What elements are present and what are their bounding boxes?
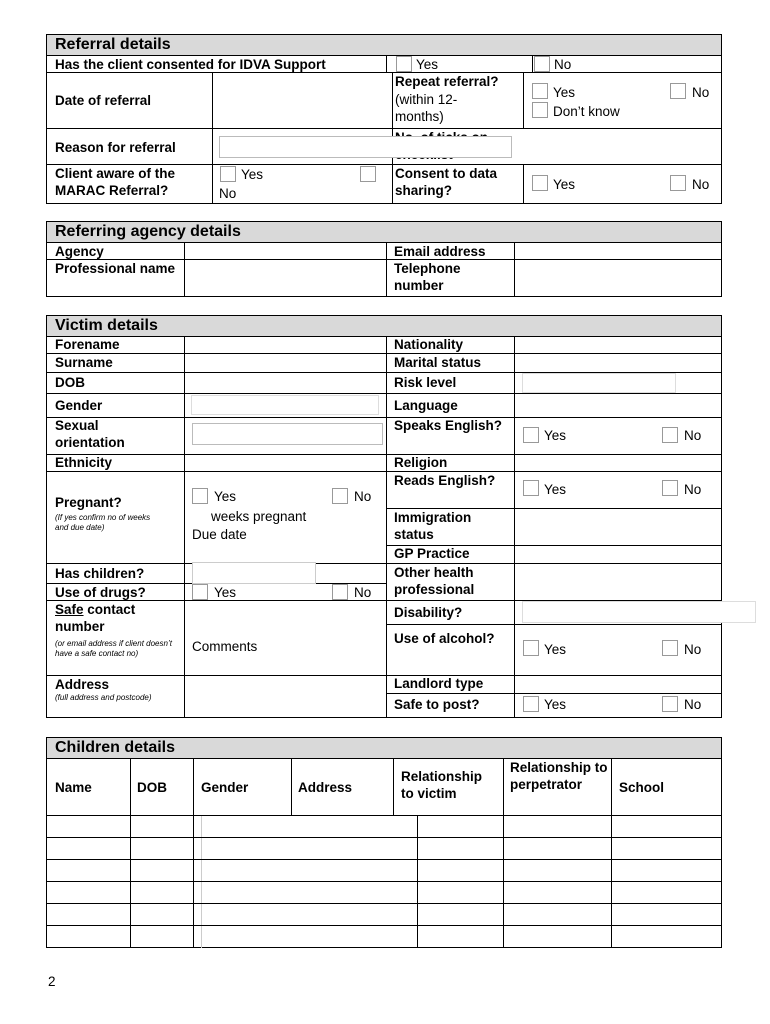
- drugs-no-label: No: [354, 585, 372, 600]
- repeat-referral-yes-label: Yes: [553, 85, 576, 100]
- has-children-label: Has children?: [55, 566, 145, 581]
- repeat-referral-no-label: No: [692, 85, 710, 100]
- table-row[interactable]: [47, 860, 721, 881]
- reads-english-no-label: No: [684, 482, 702, 497]
- speaks-english-yes-checkbox[interactable]: [523, 427, 539, 443]
- use-of-alcohol-label: Use of alcohol?: [394, 631, 495, 646]
- referring-agency-section: [46, 221, 722, 297]
- date-of-referral-label: Date of referral: [55, 93, 152, 108]
- client-aware-no-checkbox[interactable]: [360, 166, 376, 182]
- address-note: (full address and postcode): [55, 693, 152, 702]
- speaks-english-yes-label: Yes: [544, 428, 567, 443]
- language-label: Language: [394, 398, 458, 413]
- repeat-referral-sublabel: (within 12-months): [395, 92, 458, 124]
- consent-data-no-label: No: [692, 177, 710, 192]
- professional-name-field[interactable]: [185, 260, 385, 297]
- idva-consent-no-label: No: [554, 57, 572, 72]
- reads-english-yes-label: Yes: [544, 482, 567, 497]
- ethnicity-label: Ethnicity: [55, 455, 113, 470]
- speaks-english-label: Speaks English?: [394, 418, 503, 433]
- immigration-status-label: Immigration status: [394, 510, 472, 542]
- use-of-drugs-label: Use of drugs?: [55, 585, 146, 600]
- alcohol-yes-checkbox[interactable]: [523, 640, 539, 656]
- pregnant-label: Pregnant?: [55, 495, 122, 510]
- gender-select[interactable]: [191, 395, 379, 415]
- children-details-section: [46, 737, 722, 948]
- risk-level-select[interactable]: [522, 373, 676, 393]
- sexual-orientation-field[interactable]: [192, 423, 383, 445]
- address-label: Address: [55, 677, 110, 692]
- alcohol-no-label: No: [684, 642, 702, 657]
- has-children-select[interactable]: [192, 562, 316, 584]
- repeat-referral-dont-know-label: Don’t know: [553, 104, 620, 119]
- referral-details-title: Referral details: [47, 35, 721, 56]
- repeat-referral-dont-know-checkbox[interactable]: [532, 102, 548, 118]
- idva-consent-yes-checkbox[interactable]: [396, 56, 412, 72]
- safe-contact-note: (or email address if client doesn’t have a safe contact no): [55, 639, 172, 658]
- referring-agency-title: Referring agency details: [47, 222, 721, 243]
- idva-consent-no-checkbox[interactable]: [534, 56, 550, 72]
- col-gender-header: Gender: [201, 780, 249, 795]
- telephone-number-label: Telephone number: [394, 261, 461, 293]
- agency-field[interactable]: [185, 244, 385, 259]
- safe-post-yes-checkbox[interactable]: [523, 696, 539, 712]
- alcohol-yes-label: Yes: [544, 642, 567, 657]
- safe-post-no-label: No: [684, 697, 702, 712]
- col-relationship-perpetrator-header: Relationship to perpetrator: [510, 760, 608, 792]
- consent-data-no-checkbox[interactable]: [670, 175, 686, 191]
- pregnant-yes-label: Yes: [214, 489, 237, 504]
- consent-data-yes-checkbox[interactable]: [532, 175, 548, 191]
- reads-english-label: Reads English?: [394, 473, 496, 488]
- disability-select[interactable]: [522, 601, 756, 623]
- email-address-label: Email address: [394, 244, 486, 259]
- idva-consent-yes-label: Yes: [416, 57, 439, 72]
- pregnant-no-label: No: [354, 489, 372, 504]
- agency-label: Agency: [55, 244, 104, 259]
- drugs-no-checkbox[interactable]: [332, 584, 348, 600]
- client-aware-no-label: No: [219, 186, 237, 201]
- drugs-yes-checkbox[interactable]: [192, 584, 208, 600]
- religion-label: Religion: [394, 455, 448, 470]
- col-dob-header: DOB: [137, 780, 167, 795]
- weeks-pregnant-label: weeks pregnant: [211, 509, 307, 524]
- col-name-header: Name: [55, 780, 92, 795]
- landlord-type-label: Landlord type: [394, 676, 484, 691]
- date-of-referral-field[interactable]: [213, 73, 391, 128]
- table-row[interactable]: [47, 838, 721, 859]
- table-row[interactable]: [47, 904, 721, 925]
- safe-post-yes-label: Yes: [544, 697, 567, 712]
- safe-underlined: Safe: [55, 602, 84, 617]
- repeat-referral-yes-checkbox[interactable]: [532, 83, 548, 99]
- referral-details-section: [46, 34, 722, 204]
- safe-to-post-label: Safe to post?: [394, 697, 480, 712]
- alcohol-no-checkbox[interactable]: [662, 640, 678, 656]
- client-aware-yes-checkbox[interactable]: [220, 166, 236, 182]
- speaks-english-no-checkbox[interactable]: [662, 427, 678, 443]
- client-aware-label: Client aware of the MARAC Referral?: [55, 166, 176, 198]
- table-row[interactable]: [47, 882, 721, 903]
- consent-data-sharing-label: Consent to data sharing?: [395, 166, 498, 198]
- reason-for-referral-label: Reason for referral: [55, 140, 176, 155]
- idva-consent-label: Has the client consented for IDVA Support: [55, 57, 326, 72]
- table-row[interactable]: [47, 816, 721, 837]
- gender-label: Gender: [55, 398, 103, 413]
- safe-post-no-checkbox[interactable]: [662, 696, 678, 712]
- surname-label: Surname: [55, 355, 113, 370]
- client-aware-yes-label: Yes: [241, 167, 264, 182]
- telephone-number-field[interactable]: [515, 260, 721, 297]
- contact-number-label: contact number: [55, 602, 136, 634]
- forename-label: Forename: [55, 337, 120, 352]
- children-details-title: Children details: [47, 738, 721, 759]
- consent-data-yes-label: Yes: [553, 177, 576, 192]
- due-date-label: Due date: [192, 527, 247, 542]
- dob-label: DOB: [55, 375, 85, 390]
- gp-practice-label: GP Practice: [394, 546, 470, 561]
- speaks-english-no-label: No: [684, 428, 702, 443]
- disability-label: Disability?: [394, 605, 463, 620]
- reason-for-referral-field[interactable]: [219, 136, 512, 158]
- victim-details-section: [46, 315, 722, 718]
- nationality-label: Nationality: [394, 337, 464, 352]
- other-health-professional-label: Other health professional: [394, 565, 475, 597]
- table-row[interactable]: [47, 926, 721, 947]
- sexual-orientation-label: Sexual orientation: [55, 418, 125, 450]
- page-number: 2: [48, 974, 56, 989]
- victim-details-title: Victim details: [47, 316, 721, 337]
- col-address-header: Address: [298, 780, 353, 795]
- reads-english-no-checkbox[interactable]: [662, 480, 678, 496]
- drugs-yes-label: Yes: [214, 585, 237, 600]
- reads-english-yes-checkbox[interactable]: [523, 480, 539, 496]
- email-address-field[interactable]: [515, 244, 721, 259]
- col-school-header: School: [619, 780, 665, 795]
- pregnant-no-checkbox[interactable]: [332, 488, 348, 504]
- marital-status-label: Marital status: [394, 355, 482, 370]
- repeat-referral-label: Repeat referral?: [395, 74, 499, 89]
- pregnant-yes-checkbox[interactable]: [192, 488, 208, 504]
- risk-level-label: Risk level: [394, 375, 457, 390]
- professional-name-label: Professional name: [55, 261, 176, 276]
- pregnant-note: (If yes confirm no of weeks and due date): [55, 513, 151, 532]
- col-relationship-victim-header: Relationship to victim: [401, 769, 483, 801]
- comments-label: Comments: [192, 639, 258, 654]
- safe-contact-label: [55, 601, 180, 635]
- repeat-referral-no-checkbox[interactable]: [670, 83, 686, 99]
